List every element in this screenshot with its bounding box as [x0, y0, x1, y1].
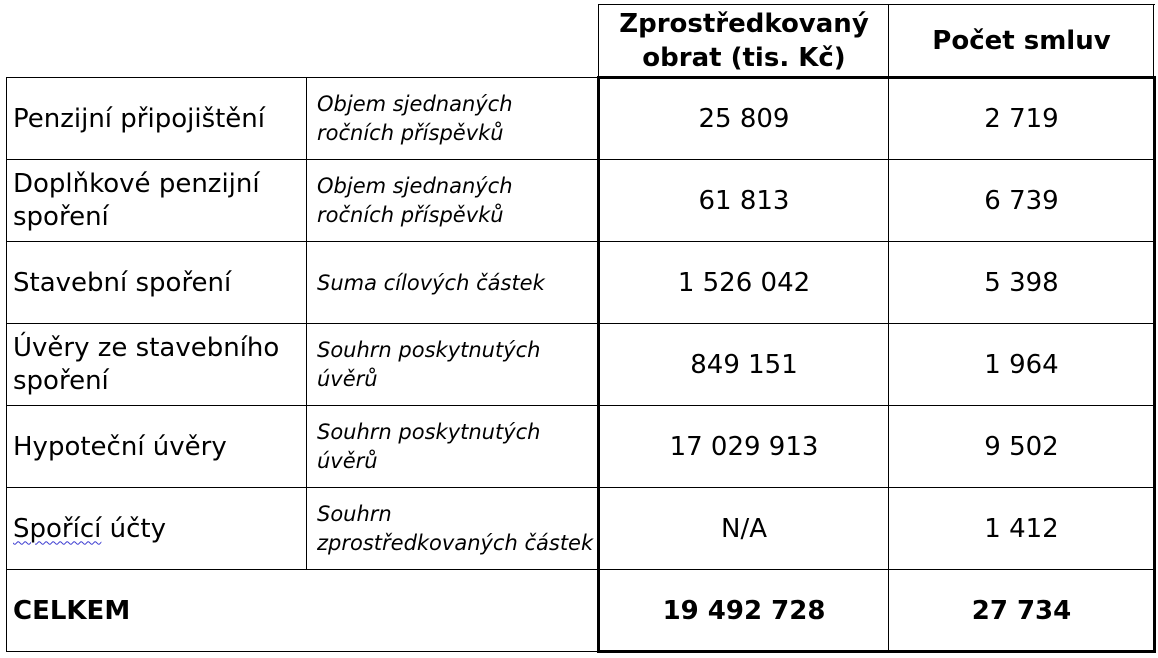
grid-line-h-header-top	[599, 4, 1155, 5]
row-3-desc-l1: Suma cílových částek	[317, 270, 545, 295]
row-5-desc	[307, 406, 599, 488]
row-2-name-l1: Doplňkové penzijní	[13, 169, 260, 199]
row-5-turnover: 17 029 913	[669, 432, 819, 462]
header-contracts	[889, 4, 1154, 78]
row-3-name-text: Stavební spoření	[13, 267, 232, 298]
row-3-contracts: 5 398	[984, 268, 1059, 298]
row-4-name-l2: spoření	[13, 366, 109, 396]
thick-border-right	[1153, 76, 1156, 653]
row-4-name	[7, 324, 307, 406]
row-1-contracts: 2 719	[984, 104, 1059, 134]
row-2-desc	[307, 160, 599, 242]
total-label: CELKEM	[13, 595, 131, 626]
header-contracts-label: Počet smluv	[932, 26, 1111, 56]
thick-border-left	[597, 76, 600, 653]
row-6-turnover: N/A	[721, 514, 767, 544]
row-4-desc	[307, 324, 599, 406]
grid-line-v-contracts	[888, 4, 889, 652]
row-4-desc-l1: Souhrn poskytnutých	[317, 338, 541, 362]
row-6-name-rest: účty	[101, 513, 166, 544]
row-1-name-text: Penzijní připojištění	[13, 103, 266, 134]
header-turnover-line2: obrat (tis. Kč)	[642, 43, 846, 73]
row-2-desc-l1: Objem sjednaných	[317, 174, 513, 198]
row-1-desc	[307, 78, 599, 160]
row-1-desc-l1: Objem sjednaných	[317, 92, 513, 116]
grid-line-v-left	[6, 77, 7, 652]
row-2-turnover: 61 813	[698, 186, 790, 216]
grid-line-h-row4-top	[6, 323, 1155, 324]
row-6-desc	[307, 488, 599, 570]
row-3-desc	[307, 242, 599, 324]
row-6-contracts: 1 412	[984, 514, 1059, 544]
grid-line-v-header-right	[1153, 4, 1154, 78]
row-5-name-text: Hypoteční úvěry	[13, 431, 227, 462]
row-5-desc-l1: Souhrn poskytnutých	[317, 420, 541, 444]
grid-line-h-row6-top	[6, 487, 1155, 488]
grid-line-h-row1-top	[6, 77, 600, 78]
row-1-desc-l2: ročních příspěvků	[317, 121, 504, 145]
grid-line-h-total-top	[6, 569, 1155, 570]
row-2-desc-l2: ročních příspěvků	[317, 203, 504, 227]
row-6-name	[7, 488, 307, 570]
row-1-turnover: 25 809	[698, 104, 790, 134]
grid-line-h-row5-top	[6, 405, 1155, 406]
row-2-name-l2: spoření	[13, 202, 109, 232]
row-3-turnover: 1 526 042	[677, 268, 811, 298]
thick-border-bottom	[597, 650, 1156, 653]
row-5-desc-l2: úvěrů	[317, 449, 378, 473]
row-4-contracts: 1 964	[984, 350, 1059, 380]
row-6-desc-l2: zprostředkovaných částek	[317, 531, 594, 555]
grid-line-h-row3-top	[6, 241, 1155, 242]
grid-line-v-desc	[306, 77, 307, 570]
grid-line-h-bottom	[6, 651, 600, 652]
row-2-name	[7, 160, 307, 242]
row-4-name-l1: Úvěry ze stavebního	[13, 333, 280, 363]
row-4-desc-l2: úvěrů	[317, 367, 378, 391]
row-4-turnover: 849 151	[690, 350, 798, 380]
row-6-name-spellcheck-word: Spořící	[13, 513, 102, 544]
row-1-name	[7, 78, 307, 160]
total-contracts: 27 734	[971, 596, 1072, 626]
row-2-contracts: 6 739	[984, 186, 1059, 216]
row-3-name	[7, 242, 307, 324]
grid-line-v-header-left	[598, 4, 599, 78]
row-5-contracts: 9 502	[984, 432, 1059, 462]
grid-line-h-row2-top	[6, 159, 1155, 160]
thick-border-top	[597, 76, 1156, 79]
header-turnover	[599, 4, 889, 78]
total-turnover: 19 492 728	[662, 596, 826, 626]
header-turnover-line1: Zprostředkovaný	[619, 9, 869, 39]
row-6-desc-l1: Souhrn	[317, 502, 392, 526]
row-5-name	[7, 406, 307, 488]
